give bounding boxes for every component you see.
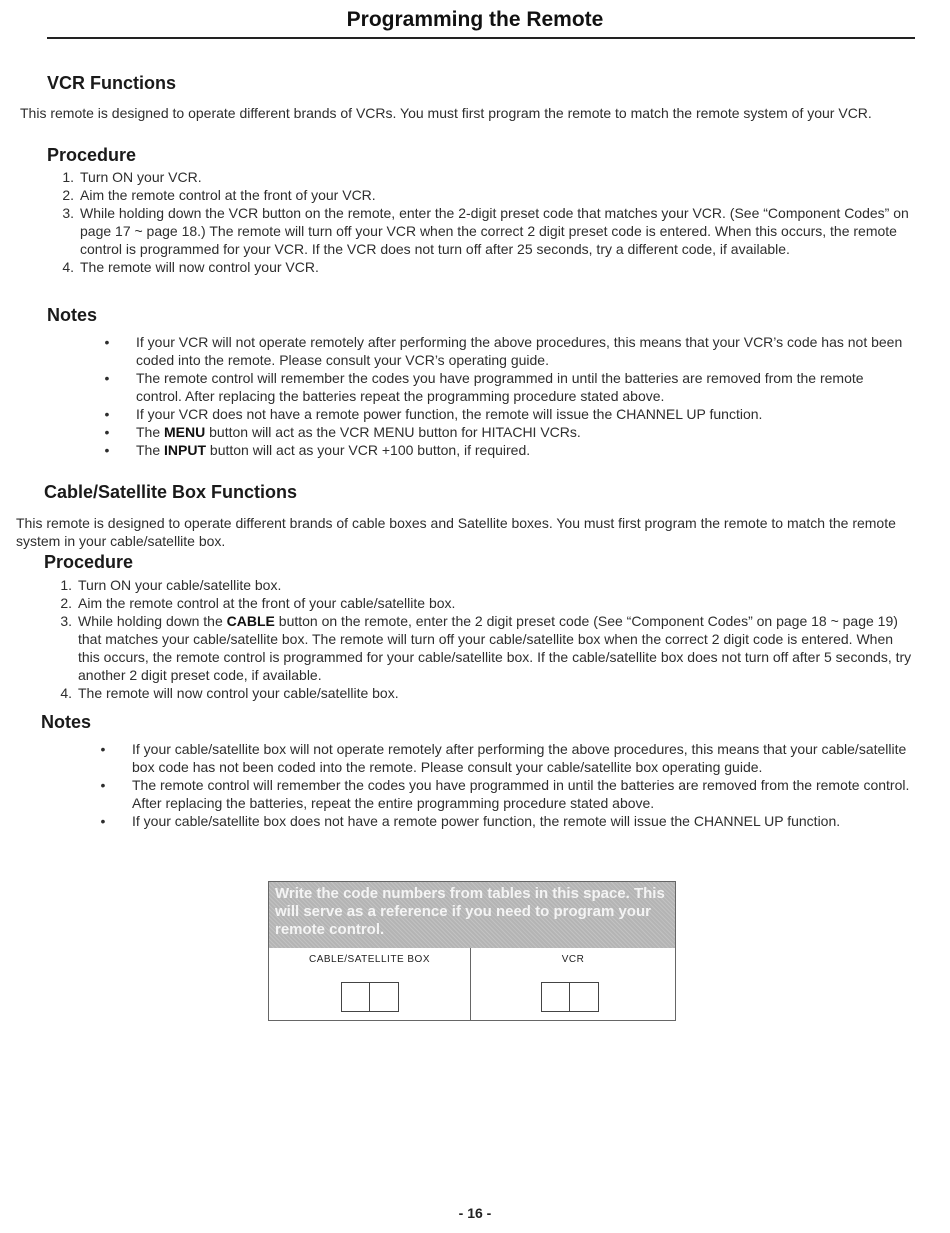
step-text: Turn ON your VCR. (80, 169, 202, 185)
list-item: • If your cable/satellite box will not operate remotely after performing the above procedures, this means that your cable/satellite box code has not been coded into the remote. Please consult your cable/satellite box operating guide. (96, 740, 911, 776)
list-item: 2 . Aim the remote control at the front of your cable/satellite box. (50, 594, 912, 612)
page-title: Programming the Remote (346, 8, 604, 31)
step-number: 2 . (52, 186, 74, 204)
cable-code-boxes[interactable] (341, 982, 399, 1012)
vcr-notes-list (100, 333, 912, 459)
list-item: • If your cable/satellite box does not have a remote power function, the remote will issue the CHANNEL UP function. (96, 812, 911, 830)
list-item: 3 . While holding down the CABLE button on the remote, enter the 2 digit preset code (See “Component Codes” on page 18 ~ page 19) that matches your cable/satellite box. The remote will turn off your cable/satellite box when the correct 2 digit code is entered. When this occurs, the remote control is programmed for your cable/satellite box. If the cable/satellite box does not turn off after 5 seconds, try another 2 digit preset code, if available. (50, 612, 912, 684)
step-number: 4 . (50, 684, 72, 702)
vcr-code-boxes[interactable] (541, 982, 599, 1012)
memo-vcr-column (471, 948, 675, 1020)
list-item (52, 168, 914, 186)
list-item (52, 258, 914, 276)
step-number: 1 . (50, 576, 72, 594)
list-item: • If your VCR will not operate remotely after performing the above procedures, this means that your VCR’s code has not been coded into the remote. Please consult your VCR’s operating guide. (100, 333, 912, 369)
bullet-icon: • (100, 741, 106, 757)
vcr-intro: This remote is designed to operate different brands of VCRs. You must first program the remote to match the remote system of your VCR. (20, 105, 872, 121)
list-item: • The MENU button will act as the VCR MENU button for HITACHI VCRs. (100, 423, 912, 441)
step-number: 1 . (52, 168, 74, 186)
list-item: 4 . The remote will now control your cable/satellite box. (50, 684, 912, 702)
page-number: - 16 - (458, 1205, 492, 1221)
bullet-icon: • (100, 777, 106, 793)
memo-cable-column (269, 948, 471, 1020)
vcr-procedure-heading: Procedure (47, 145, 137, 165)
code-memo-box (268, 881, 676, 1021)
bullet-icon: • (104, 424, 110, 440)
list-item (52, 204, 914, 258)
list-item: • The INPUT button will act as your VCR +100 button, if required. (100, 441, 912, 459)
vcr-procedure-list (52, 168, 914, 276)
bullet-icon: • (100, 813, 106, 829)
cable-functions-heading: Cable/Satellite Box Functions (44, 482, 298, 502)
memo-cable-label: CABLE/SATELLITE BOX (308, 954, 431, 965)
step-text: The remote will now control your VCR. (80, 259, 319, 275)
step-number: 4 . (52, 258, 74, 276)
cable-notes-heading: Notes (41, 712, 92, 732)
step-text: While holding down the VCR button on the remote, enter the 2-digit preset code that matches your VCR. (See “Component Codes” on page 17 ~ page 18.) The remote will turn off your VCR when the correct 2 digit preset code is entered. When this occurs, the remote control is programmed for your VCR. If the VCR does not turn off after 25 seconds, try a different code, if available. (80, 205, 909, 257)
memo-banner: Write the code numbers from tables in this space. This will serve as a reference if you need to program your remote control. (269, 882, 675, 948)
cable-notes-list (96, 740, 911, 830)
step-text: Aim the remote control at the front of your VCR. (80, 187, 376, 203)
bullet-icon: • (104, 370, 110, 386)
vcr-functions-heading: VCR Functions (47, 73, 176, 93)
step-number: 3 . (50, 612, 72, 630)
cable-intro: This remote is designed to operate different brands of cable boxes and Satellite boxes. You must first program the remote to match the remote system in your cable/satellite box. (16, 515, 896, 549)
list-item (52, 186, 914, 204)
bullet-icon: • (104, 334, 110, 350)
list-item: • If your VCR does not have a remote power function, the remote will issue the CHANNEL UP function. (100, 405, 912, 423)
vcr-notes-heading: Notes (47, 305, 98, 325)
list-item: 1 . Turn ON your cable/satellite box. (50, 576, 912, 594)
bullet-icon: • (104, 442, 110, 458)
step-number: 3 . (52, 204, 74, 222)
bullet-icon: • (104, 406, 110, 422)
title-underline (47, 37, 915, 39)
cable-procedure-heading: Procedure (44, 552, 134, 572)
memo-vcr-label: VCR (561, 954, 585, 965)
list-item: • The remote control will remember the codes you have programmed in until the batteries are removed from the remote control. After replacing the batteries repeat the programming procedure stated above. (100, 369, 912, 405)
step-number: 2 . (50, 594, 72, 612)
list-item: • The remote control will remember the codes you have programmed in until the batteries are removed from the remote control. After replacing the batteries, repeat the entire programming procedure stated above. (96, 776, 911, 812)
cable-procedure-list (50, 576, 912, 702)
